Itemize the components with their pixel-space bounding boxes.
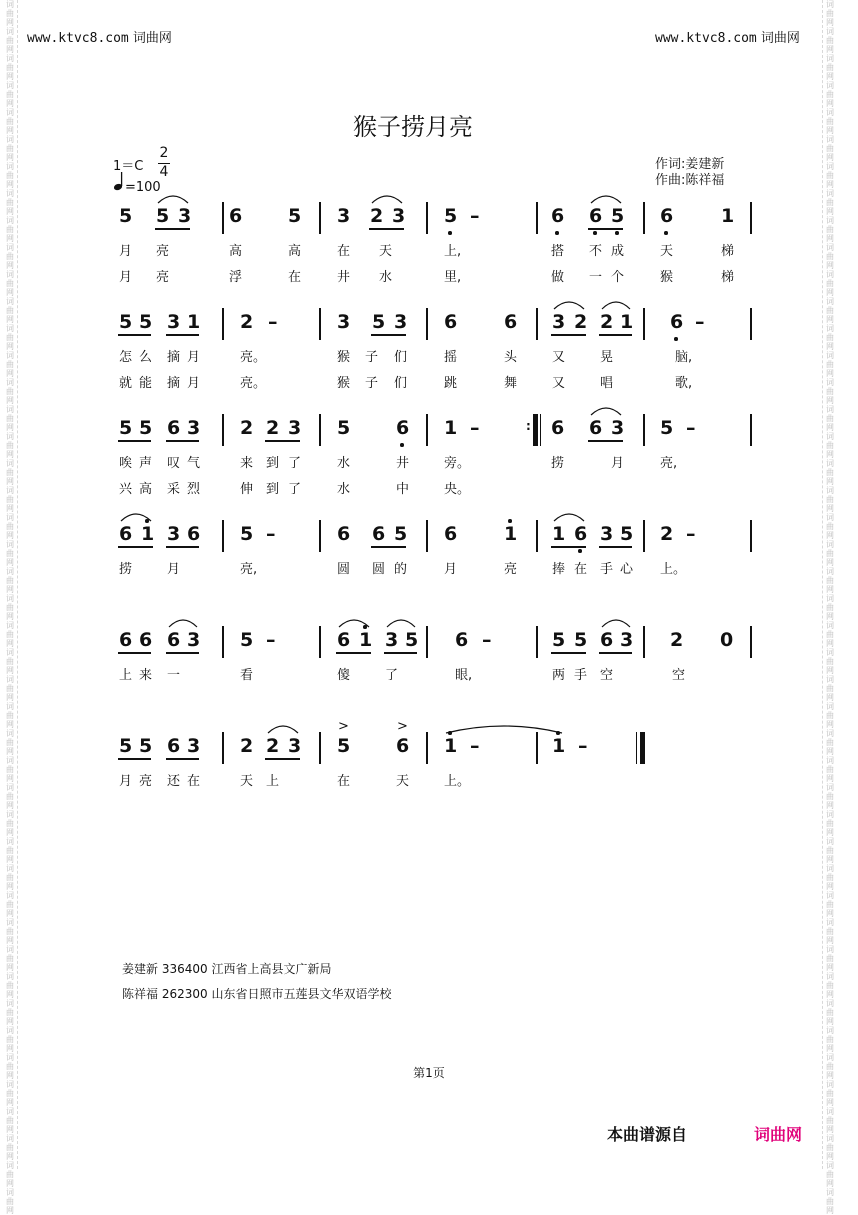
lyric-syllable: 亮, <box>660 456 678 471</box>
lyric-syllable: 高 <box>229 244 243 259</box>
note: 2 <box>660 523 674 545</box>
lyric-syllable: 空 <box>672 668 686 683</box>
note: 2 <box>574 311 588 333</box>
lyric-syllable: 亮 <box>156 244 170 259</box>
note: 3 <box>337 205 351 227</box>
note: 2 <box>600 311 614 333</box>
lyric-syllable: 了 <box>385 668 399 683</box>
source-brand-link[interactable]: 词曲网 <box>754 1125 803 1144</box>
lyric-syllable: 不 <box>589 244 603 259</box>
note: 6 <box>167 417 181 439</box>
lyric-syllable: 怎 <box>119 350 133 365</box>
lyric-syllable: 月 <box>119 774 133 789</box>
slur-arc <box>602 302 630 309</box>
lyric-syllable: 圆 <box>337 562 351 577</box>
note: 6 <box>504 311 518 333</box>
note: 6 <box>660 205 674 227</box>
note: 5 <box>240 523 254 545</box>
note: 6 <box>444 523 458 545</box>
note: 5 <box>444 205 458 227</box>
lyric-syllable: 采 <box>167 482 181 497</box>
note: 5 <box>139 417 153 439</box>
note: – <box>686 523 696 545</box>
lyric-syllable: 们 <box>394 350 408 365</box>
lyric-syllable: 心 <box>620 562 634 577</box>
lyric-syllable: 个 <box>611 270 625 285</box>
note: 6 <box>396 417 410 439</box>
lyric-syllable: 手 <box>574 668 588 683</box>
note: 6 <box>119 629 133 651</box>
lyric-syllable: 月 <box>187 350 201 365</box>
lyric-syllable: 在 <box>337 244 351 259</box>
slur-arc <box>554 302 584 309</box>
lyric-syllable: 又 <box>552 376 566 391</box>
note: 2 <box>266 735 280 757</box>
note: 6 <box>589 205 603 227</box>
lyric-syllable: 亮 <box>504 562 518 577</box>
lyric-syllable: 傻 <box>337 668 351 683</box>
note: 1 <box>552 523 566 545</box>
note: 5 <box>660 417 674 439</box>
note: 5 <box>119 417 133 439</box>
key-signature: 1＝C <box>113 159 144 174</box>
note: 6 <box>396 735 410 757</box>
lyric-syllable: 里, <box>444 270 462 285</box>
note: 1 <box>444 417 458 439</box>
source-label: 本曲谱源自 <box>607 1125 688 1144</box>
lyric-syllable: 在 <box>288 270 302 285</box>
lyric-syllable: 猴 <box>337 350 351 365</box>
lyric-syllable: 在 <box>337 774 351 789</box>
slur-arc <box>372 196 402 203</box>
note: 3 <box>167 311 181 333</box>
note: 1 <box>721 205 735 227</box>
lyric-syllable: 一 <box>167 668 181 683</box>
note: 5 <box>574 629 588 651</box>
note: 1 <box>359 629 373 651</box>
lyric-syllable: 亮, <box>240 562 258 577</box>
lyric-syllable: 的 <box>394 562 408 577</box>
lyric-syllable: 伸 <box>240 482 254 497</box>
slur-arc <box>602 620 630 627</box>
accent-mark: > <box>338 719 349 734</box>
slur-arc <box>268 726 298 733</box>
note: 2 <box>370 205 384 227</box>
note: 2 <box>240 311 254 333</box>
note: 5 <box>139 311 153 333</box>
note: 1 <box>444 735 458 757</box>
slur-arc <box>169 620 197 627</box>
lyric-syllable: 到 <box>266 482 280 497</box>
note: 6 <box>167 629 181 651</box>
note: 5 <box>394 523 408 545</box>
lyric-syllable: 了 <box>288 456 302 471</box>
note: 5 <box>288 205 302 227</box>
lyric-syllable: 脑, <box>675 350 693 365</box>
lyric-syllable: 看 <box>240 668 254 683</box>
lyric-syllable: 梯 <box>721 244 735 259</box>
lyric-syllable: 在 <box>574 562 588 577</box>
note: 6 <box>119 523 133 545</box>
lyric-syllable: 两 <box>552 668 566 683</box>
note: 5 <box>119 205 133 227</box>
lyric-syllable: 圆 <box>372 562 386 577</box>
note: 5 <box>611 205 625 227</box>
note: 5 <box>139 735 153 757</box>
note: 3 <box>552 311 566 333</box>
lyric-syllable: 气 <box>187 456 201 471</box>
lyric-syllable: 水 <box>337 482 351 497</box>
lyric-syllable: 井 <box>337 270 351 285</box>
note: 6 <box>337 629 351 651</box>
note: 1 <box>141 523 155 545</box>
note: 3 <box>385 629 399 651</box>
note: – <box>695 311 705 333</box>
lyric-syllable: 亮 <box>139 774 153 789</box>
lyric-syllable: 上, <box>444 244 462 259</box>
lyric-syllable: 天 <box>396 774 410 789</box>
lyric-syllable: 水 <box>379 270 393 285</box>
note: 3 <box>611 417 625 439</box>
note: 3 <box>394 311 408 333</box>
note: 2 <box>240 417 254 439</box>
lyric-syllable: 上 <box>119 668 133 683</box>
lyric-syllable: 舞 <box>504 376 518 391</box>
note: 5 <box>156 205 170 227</box>
lyric-syllable: 空 <box>600 668 614 683</box>
lyric-syllable: 么 <box>139 350 153 365</box>
note: – <box>578 735 588 757</box>
note: 6 <box>600 629 614 651</box>
note: 5 <box>337 735 351 757</box>
note: 2 <box>670 629 684 651</box>
lyric-syllable: 月 <box>119 270 133 285</box>
lyric-syllable: 摇 <box>444 350 458 365</box>
time-signature-bottom: 4 <box>159 164 169 180</box>
note: 6 <box>551 417 565 439</box>
note: 3 <box>620 629 634 651</box>
lyric-syllable: 高 <box>288 244 302 259</box>
lyric-syllable: 来 <box>139 668 153 683</box>
lyric-syllable: 猴 <box>660 270 674 285</box>
note: 3 <box>288 417 302 439</box>
note: – <box>482 629 492 651</box>
lyric-syllable: 在 <box>187 774 201 789</box>
lyric-syllable: 跳 <box>444 376 458 391</box>
lyric-syllable: 井 <box>396 456 410 471</box>
note: – <box>470 735 480 757</box>
lyric-syllable: 又 <box>552 350 566 365</box>
note: 6 <box>670 311 684 333</box>
note: 3 <box>337 311 351 333</box>
note: 5 <box>119 735 133 757</box>
lyric-syllable: 中 <box>396 482 410 497</box>
note: 5 <box>620 523 634 545</box>
slur-arc <box>554 514 584 521</box>
lyric-syllable: 捞 <box>551 456 565 471</box>
lyric-syllable: 晃 <box>600 350 614 365</box>
slur-arc <box>339 620 369 627</box>
lyric-syllable: 浮 <box>229 270 243 285</box>
lyric-syllable: 亮 <box>156 270 170 285</box>
slur-arc <box>121 514 151 521</box>
note: 6 <box>444 311 458 333</box>
header-right-url[interactable]: www.ktvc8.com <box>655 31 757 46</box>
note: 6 <box>574 523 588 545</box>
page-number: 第1页 <box>413 1066 445 1080</box>
lyric-syllable: 天 <box>240 774 254 789</box>
lyric-syllable: 兴 <box>119 482 133 497</box>
lyric-syllable: 月 <box>444 562 458 577</box>
slur-arc <box>387 620 415 627</box>
header-left-url[interactable]: www.ktvc8.com <box>27 31 129 46</box>
lyric-syllable: 做 <box>551 270 565 285</box>
note: 6 <box>455 629 469 651</box>
note: 6 <box>229 205 243 227</box>
time-signature-top: 2 <box>159 145 169 161</box>
lyric-syllable: 手 <box>600 562 614 577</box>
note: 3 <box>600 523 614 545</box>
lyric-syllable: 月 <box>611 456 625 471</box>
repeat-colon: : <box>526 419 531 433</box>
side-watermark-right: 词曲网词曲网词曲网词曲网词曲网词曲网词曲网词曲网词曲网词曲网词曲网词曲网词曲网词曲网词曲网词曲网词曲网词曲网词曲网词曲网词曲网词曲网词曲网词曲网词曲网词曲网词曲网词曲网词曲网词曲网词曲网词曲网词曲网词曲网词曲网词曲网词曲网词曲网词曲网词曲网词曲网词曲网词曲网词曲网词曲网 <box>822 0 837 1169</box>
lyric-syllable: 亮。 <box>240 350 267 365</box>
lyric-syllable: 子 <box>365 376 379 391</box>
lyric-syllable: 烈 <box>187 482 201 497</box>
accent-mark: > <box>397 719 408 734</box>
lyric-syllable: 歌, <box>675 376 693 391</box>
note: 1 <box>187 311 201 333</box>
header-right-site[interactable]: 词曲网 <box>760 31 800 46</box>
author-contact-2: 陈祥福 262300 山东省日照市五莲县文华双语学校 <box>122 987 392 1001</box>
lyric-syllable: 天 <box>379 244 393 259</box>
note: 6 <box>551 205 565 227</box>
lyric-syllable: 月 <box>167 562 181 577</box>
note: 3 <box>392 205 406 227</box>
note: 6 <box>187 523 201 545</box>
note: – <box>266 523 276 545</box>
note: 5 <box>337 417 351 439</box>
note: – <box>268 311 278 333</box>
lyric-syllable: 央。 <box>444 482 471 497</box>
lyric-syllable: 梯 <box>721 270 735 285</box>
note: – <box>266 629 276 651</box>
lyric-syllable: 能 <box>139 376 153 391</box>
lyric-syllable: 亮。 <box>240 376 267 391</box>
note: – <box>470 205 480 227</box>
lyric-syllable: 上。 <box>444 774 471 789</box>
lyric-syllable: 还 <box>167 774 181 789</box>
slur-arc <box>591 408 621 415</box>
header-left-site[interactable]: 词曲网 <box>132 31 172 46</box>
lyric-syllable: 子 <box>365 350 379 365</box>
note: 6 <box>139 629 153 651</box>
lyric-syllable: 天 <box>660 244 674 259</box>
note: 0 <box>720 629 734 651</box>
lyric-syllable: 头 <box>504 350 518 365</box>
lyric-syllable: 成 <box>611 244 625 259</box>
lyric-syllable: 唱 <box>600 376 614 391</box>
lyricist-credit: 作词:姜建新 <box>655 157 725 172</box>
note: 6 <box>589 417 603 439</box>
note: 6 <box>372 523 386 545</box>
slur-arc <box>591 196 621 203</box>
song-title: 猴子捞月亮 <box>353 113 473 141</box>
lyric-syllable: 了 <box>288 482 302 497</box>
note: – <box>470 417 480 439</box>
lyric-syllable: 上。 <box>660 562 687 577</box>
lyric-syllable: 就 <box>119 376 133 391</box>
lyric-syllable: 高 <box>139 482 153 497</box>
slur-arc <box>446 726 562 733</box>
lyric-syllable: 猴 <box>337 376 351 391</box>
lyric-syllable: 月 <box>119 244 133 259</box>
note: 6 <box>167 735 181 757</box>
lyric-syllable: 旁。 <box>444 456 471 471</box>
note: 5 <box>372 311 386 333</box>
lyric-syllable: 水 <box>337 456 351 471</box>
note: 5 <box>240 629 254 651</box>
lyric-syllable: 到 <box>266 456 280 471</box>
note: 3 <box>187 417 201 439</box>
note: 3 <box>187 735 201 757</box>
note: 2 <box>266 417 280 439</box>
lyric-syllable: 捧 <box>552 562 566 577</box>
note: 1 <box>620 311 634 333</box>
lyric-syllable: 摘 <box>167 350 181 365</box>
note: 3 <box>167 523 181 545</box>
composer-credit: 作曲:陈祥福 <box>655 173 725 188</box>
author-contact-1: 姜建新 336400 江西省上高县文广新局 <box>122 962 332 976</box>
note: 2 <box>240 735 254 757</box>
note: 6 <box>337 523 351 545</box>
slur-arc <box>158 196 188 203</box>
note: 3 <box>288 735 302 757</box>
lyric-syllable: 一 <box>589 270 603 285</box>
lyric-syllable: 搭 <box>551 244 565 259</box>
note: 5 <box>119 311 133 333</box>
lyric-syllable: 月 <box>187 376 201 391</box>
note: 1 <box>552 735 566 757</box>
lyric-syllable: 来 <box>240 456 254 471</box>
lyric-syllable: 摘 <box>167 376 181 391</box>
lyric-syllable: 声 <box>139 456 153 471</box>
note: 3 <box>178 205 192 227</box>
lyric-syllable: 们 <box>394 376 408 391</box>
lyric-syllable: 叹 <box>167 456 181 471</box>
lyric-syllable: 唉 <box>119 456 133 471</box>
lyric-syllable: 捞 <box>119 562 133 577</box>
note: 5 <box>405 629 419 651</box>
lyric-syllable: 眼, <box>455 668 473 683</box>
tempo-value: =100 <box>125 180 161 195</box>
note: – <box>686 417 696 439</box>
note: 1 <box>504 523 518 545</box>
note: 3 <box>187 629 201 651</box>
lyric-syllable: 上 <box>266 774 280 789</box>
side-watermark-left: 词曲网词曲网词曲网词曲网词曲网词曲网词曲网词曲网词曲网词曲网词曲网词曲网词曲网词曲网词曲网词曲网词曲网词曲网词曲网词曲网词曲网词曲网词曲网词曲网词曲网词曲网词曲网词曲网词曲网词曲网词曲网词曲网词曲网词曲网词曲网词曲网词曲网词曲网词曲网词曲网词曲网词曲网词曲网词曲网词曲网 <box>3 0 18 1169</box>
note: 5 <box>552 629 566 651</box>
